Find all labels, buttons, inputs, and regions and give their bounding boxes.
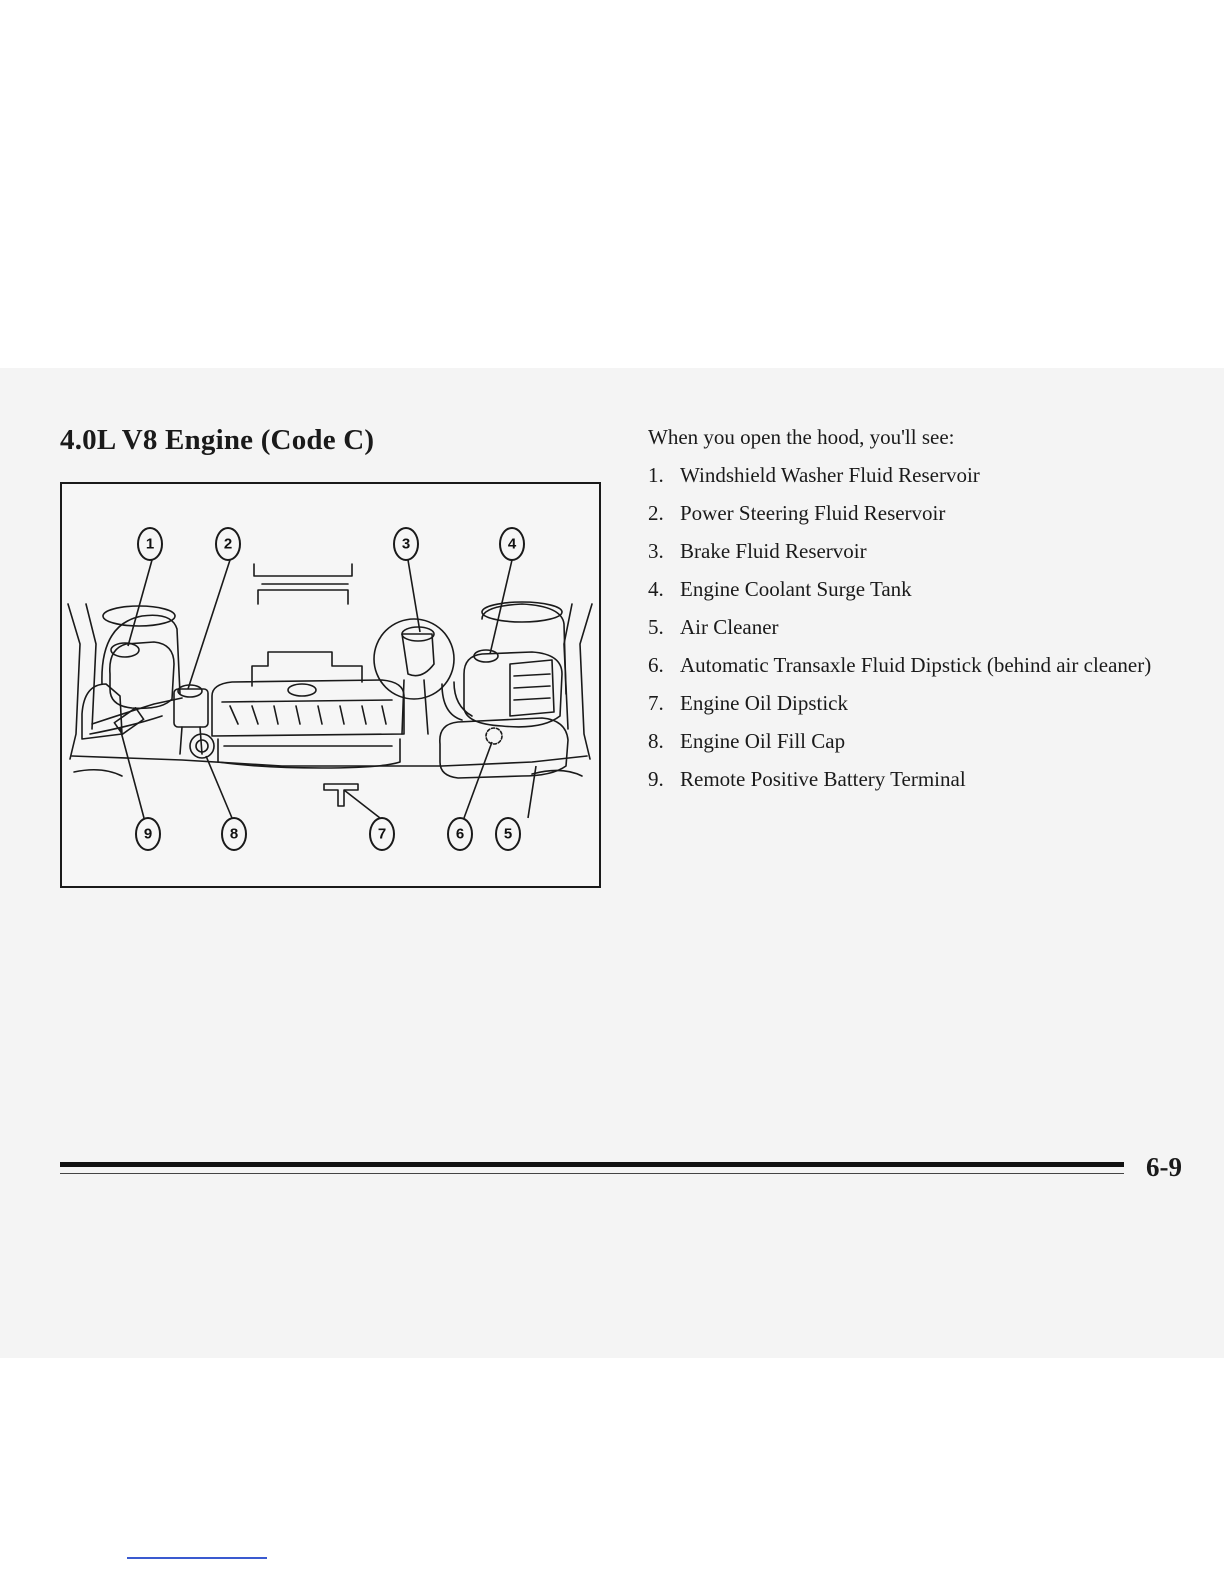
list-item-label: Windshield Washer Fluid Reservoir (680, 463, 980, 487)
list-item (648, 576, 1168, 602)
list-item-label: Remote Positive Battery Terminal (680, 767, 966, 791)
list-item (648, 500, 1168, 526)
list-item-number: 2. (648, 501, 664, 525)
list-item-number: 6. (648, 653, 664, 677)
footer-rule (60, 1162, 1124, 1167)
list-item (648, 728, 1168, 754)
list-item-label: Engine Oil Dipstick (680, 691, 848, 715)
callout-label-6: 6 (455, 825, 465, 843)
page-title: 4.0L V8 Engine (Code C) (60, 424, 375, 456)
callout-label-4: 4 (507, 535, 517, 553)
list-item (648, 766, 1168, 792)
list-item-number: 8. (648, 729, 664, 753)
callout-label-3: 3 (401, 535, 411, 553)
callout-label-9: 9 (143, 825, 153, 843)
list-item-label: Automatic Transaxle Fluid Dipstick (behind air cleaner) (680, 653, 1152, 677)
list-item-number: 7. (648, 691, 664, 715)
list-item-number: 4. (648, 577, 664, 601)
list-item-number: 5. (648, 615, 664, 639)
list-item-label: Engine Oil Fill Cap (680, 729, 846, 753)
list-item-number: 9. (648, 767, 664, 791)
callout-label-1: 1 (145, 535, 155, 553)
bottom-link-underline (127, 1557, 267, 1559)
list-item (648, 462, 1168, 488)
list-item-number: 3. (648, 539, 664, 563)
list-item-label: Engine Coolant Surge Tank (680, 577, 912, 601)
list-item-label: Power Steering Fluid Reservoir (680, 501, 946, 525)
callout-label-5: 5 (503, 825, 513, 843)
list-item (648, 690, 1168, 716)
footer-rule-thin (60, 1173, 1124, 1174)
list-item (648, 652, 1168, 678)
list-item (648, 538, 1168, 564)
list-item-label: Air Cleaner (680, 615, 779, 639)
callout-label-2: 2 (223, 535, 233, 553)
intro-text: When you open the hood, you'll see: (648, 425, 955, 449)
page-number: 6-9 (1146, 1152, 1182, 1182)
callout-label-8: 8 (229, 825, 239, 843)
engine-compartment-figure (60, 482, 601, 888)
list-item-number: 1. (648, 463, 664, 487)
engine-illustration (62, 484, 599, 886)
parts-list (648, 462, 1168, 804)
callout-label-7: 7 (377, 825, 387, 843)
list-item-label: Brake Fluid Reservoir (680, 539, 867, 563)
list-item (648, 614, 1168, 640)
